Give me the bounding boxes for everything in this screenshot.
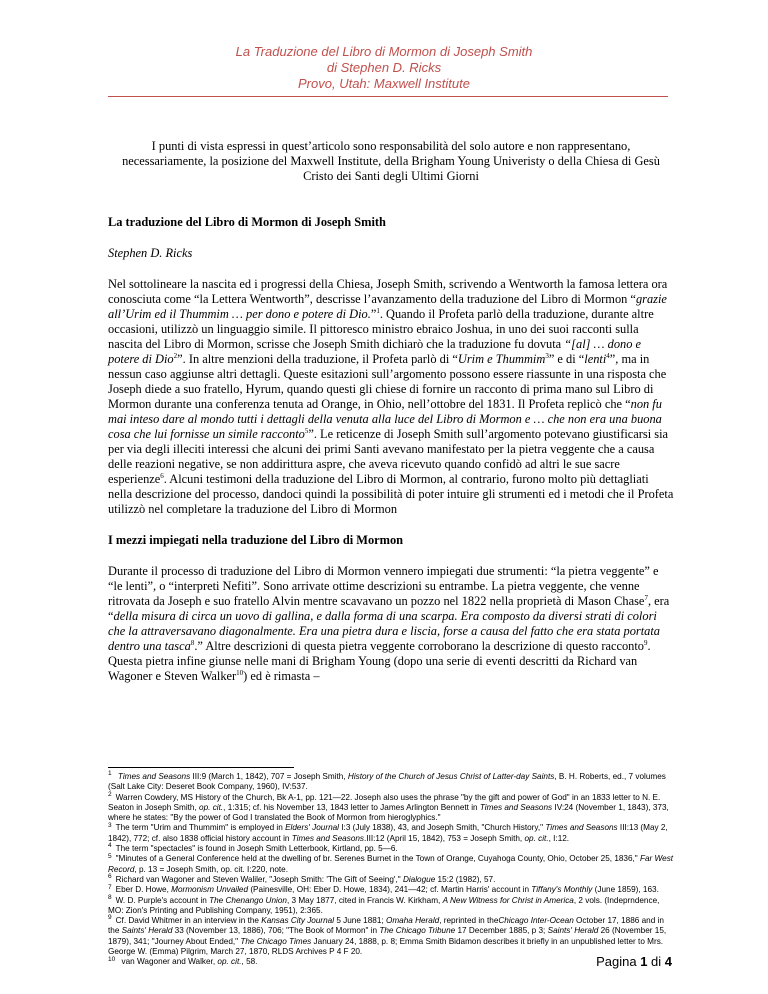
footnote-ref-7[interactable]: 7 [644, 593, 648, 602]
footnote-ref-3[interactable]: 3 [545, 351, 549, 360]
footnote-number: 3 [108, 821, 112, 829]
footnote-number: 8 [108, 893, 112, 901]
footnote-number: 1 [108, 770, 112, 778]
header-publisher: Provo, Utah: Maxwell Institute [298, 76, 470, 91]
header-author: di Stephen D. Ricks [326, 60, 442, 75]
footnote-separator [108, 767, 294, 768]
footnote-5: $^5$ "Minutes of a General Conference held at the dwelling of br. Serenes Burnet in the Town of Orange, Cuyahoga County, Ohio, October 25, 1836," Far West Record, p. 13 = Joseph Smith, op. cit. I:220, note. [108, 852, 674, 874]
footnote-ref-2[interactable]: 2 [173, 351, 178, 360]
footnote-4: $^4$ The term "spectacles" is found in Joseph Smith Letterbook, Kirtland, pp. 5—6. [108, 842, 398, 854]
paragraph-1: Nel sottolineare la nascita ed i progressi della Chiesa, Joseph Smith, scrivendo a Wentworth la famosa lettera ora conosciuta come “la Lettera Wentworth”, descrisse l’avanzamento della traduzione del Libro di Mormon “grazie all’Urim ed il Thummim … per dono e potere di Dio.”$^1$. Quando il Profeta parlò della traduzione, durante altre occasioni, utilizzò un linguaggio simile. Il pittoresco ministro ebraico Joshua, in uno dei suoi racconti sulla nascita del Libro di Mormon, scrisse che Joseph Smith dichiarò che la traduzione fu dovuta “[al] … dono e potere di Dio$^2$”. In altre menzioni della traduzione, il Profeta parlò di “Urim e Thummim$^3$” e di “lenti$^4$”, ma in nessun caso aggiunse altri dettagli. Queste esitazioni sull’argomento possono essere riassunte in una risposta che Joseph diede a suo fratello, Hyrum, quando questi gli chiese di fornire un racconto di prima mano sul Libro di Mormon durante una conferenza tenuta ad Orange, in Ohio, nell’ottobre del 1831. Il Profeta replicò che “non fu mai inteso dare al mondo tutti i dettagli della venuta alla luce del Libro di Mormon e … che non era una buona cosa che lui fornisse un simile racconto$^5$”. Le reticenze di Joseph Smith sull’argomento potevano giustificarsi sia per via degli illeciti interessi che alcuni dei primi Santi avevano manifestato per la pietra veggente che a causa delle reazioni negative, se non addirittura aspre, che aveva ricevuto quando confidò ad altri le sue sacre esperienze$^6$. Alcuni testimoni della traduzione del Libro di Mormon, al contrario, furono molto più dettagliati nella descrizione del processo, dandoci quindi la possibilità di poter intuire gli strumenti ed i metodi che il Profeta utilizzò nel completare la traduzione del Libro di Mormon [108, 277, 674, 516]
section-heading: I mezzi impiegati nella traduzione del Libro di Mormon [108, 533, 404, 547]
footnote-9: $^9$ Cf. David Whitmer in an interview in the Kansas City Journal 5 June 1881; Omaha Herald, reprinted in theChicago Inter-Ocean October 17, 1886 and in the Saints' Herald 33 (November 13, 1886), 706; "The Book of Mormon" in The Chicago Tribune 17 December 1885, p 3; Saints' Herald 26 (November 15, 1879), 341; "Journey About Ended," The Chicago Times January 24, 1888, p. 8; Emma Smith Bidamon describes it briefly in an unpublished letter to Mrs. George W. (Emma) Pilgrim, March 27, 1870, RLDS Archives P 4 F 20. [108, 914, 667, 957]
footnote-ref-6[interactable]: 6 [160, 471, 164, 480]
footnote-ref-4[interactable]: 4 [606, 351, 610, 360]
disclaimer: I punti di vista espressi in quest’articolo sono responsabilità del solo autore e non rappresentano, necessariamente, la posizione del Maxwell Institute, della Brigham Young Univeristy o della Chiesa di Gesù Cristo dei Santi degli Ultimi Giorni [122, 139, 660, 183]
article-title: La traduzione del Libro di Mormon di Joseph Smith [108, 215, 386, 229]
header-divider [108, 96, 668, 97]
footnote-number: 9 [108, 914, 112, 922]
page-number: Pagina 1 di 4 [596, 954, 672, 969]
footnote-number: 5 [108, 852, 112, 860]
footnote-3: $^3$ The term "Urim and Thummim" is employed in Elders' Journal I:3 (July 1838), 43, and Joseph Smith, "Church History," Times and Seasons III:13 (May 2, 1842), 772; cf. also 1838 official history account in Times and Seasons.III:12 (April 15, 1842), 753 = Joseph Smith, op. cit., I:12. [108, 821, 668, 843]
footnote-ref-9[interactable]: 9 [644, 638, 648, 647]
footnote-2: $^2$ Warren Cowdery, MS History of the Church, Bk A-1, pp. 121—22. Joseph also uses the phrase "by the gift and power of God" in an 1833 letter to N. E. Seaton in Joseph Smith, op. cit., 1:315; cf. his November 13, 1843 letter to James Arlington Bennett in Times and Seasons IV:24 (November 1, 1843), 373, where he states: "By the power of God I translated the Book of Mormon from hieroglyphics." [108, 790, 669, 823]
paragraph-2: Durante il processo di traduzione del Libro di Mormon vennero impiegati due strumenti: “la pietra veggente” e “le lenti”, o “interpreti Nefiti”. Sono arrivate ottime descrizioni su entrambe. La pietra veggente, che venne ritrovata da Joseph e suo fratello Alvin mentre scavavano un pozzo nel 1822 nella proprietà di Mason Chase$^7$, era “della misura di circa un uovo di gallina, e dalla forma di una scarpa. Era composto da diversi strati di colori che la attraversavano diagonalmente. Era una pietra dura e liscia, forse a causa del fatto che era stata portata dentro una tasca$^8$.” Altre descrizioni di questa pietra veggente corroborano la descrizione di questo racconto$^9$. Questa pietra infine giunse nelle mani di Brigham Young (dopo una serie di eventi descritti da Richard van Wagoner e Steven Walker$^{10}$) ed è rimasta – [108, 564, 670, 683]
footnote-ref-10[interactable]: 10 [236, 668, 244, 677]
document-body [108, 139, 674, 700]
footnote-ref-5[interactable]: 5 [304, 426, 309, 435]
page-header [0, 44, 768, 92]
footnote-ref-1[interactable]: 1 [376, 306, 380, 315]
footnote-8: $^8$ W. D. Purple's account in The Chenango Union, 3 May 1877, cited in Francis W. Kirkham, A New Witness for Christ in America, 2 vols. (Indeprndence, MO: Zion's Printing and Publishing Company, 1951), 2:365. [108, 893, 660, 915]
footnote-number: 4 [108, 842, 112, 850]
footnote-number: 7 [108, 883, 112, 891]
footnote-number: 10 [108, 955, 116, 963]
footnote-ref-8[interactable]: 8 [190, 638, 195, 647]
header-title: La Traduzione del Libro di Mormon di Joseph Smith [235, 44, 533, 59]
article-author: Stephen D. Ricks [108, 246, 193, 260]
footnote-10: $^{10}$ van Wagoner and Walker, op. cit., 58. [108, 955, 258, 967]
footnotes [108, 772, 674, 968]
footnote-number: 2 [108, 790, 112, 798]
footnote-1: $^1$ Times and Seasons III:9 (March 1, 1842), 707 = Joseph Smith, History of the Church of Jesus Christ of Latter-day Saints, B. H. Roberts, ed., 7 volumes (Salt Lake City: Deseret Book Company, 1960), IV:537. [108, 770, 666, 792]
footnote-6: $^6$ Richard van Wagoner and Steven Waliler, "Joseph Smith: 'The Gift of Seeing'," Dialogue 15:2 (1982), 57. [108, 873, 496, 884]
footnote-number: 6 [108, 873, 112, 881]
footnote-7: $^7$ Eber D. Howe, Mormonism Unvailed (Painesville, OH: Eber D. Howe, 1834), 241—42; cf. Martin Harris' account in Tiffany's Monthly (June 1859), 163. [108, 883, 659, 895]
